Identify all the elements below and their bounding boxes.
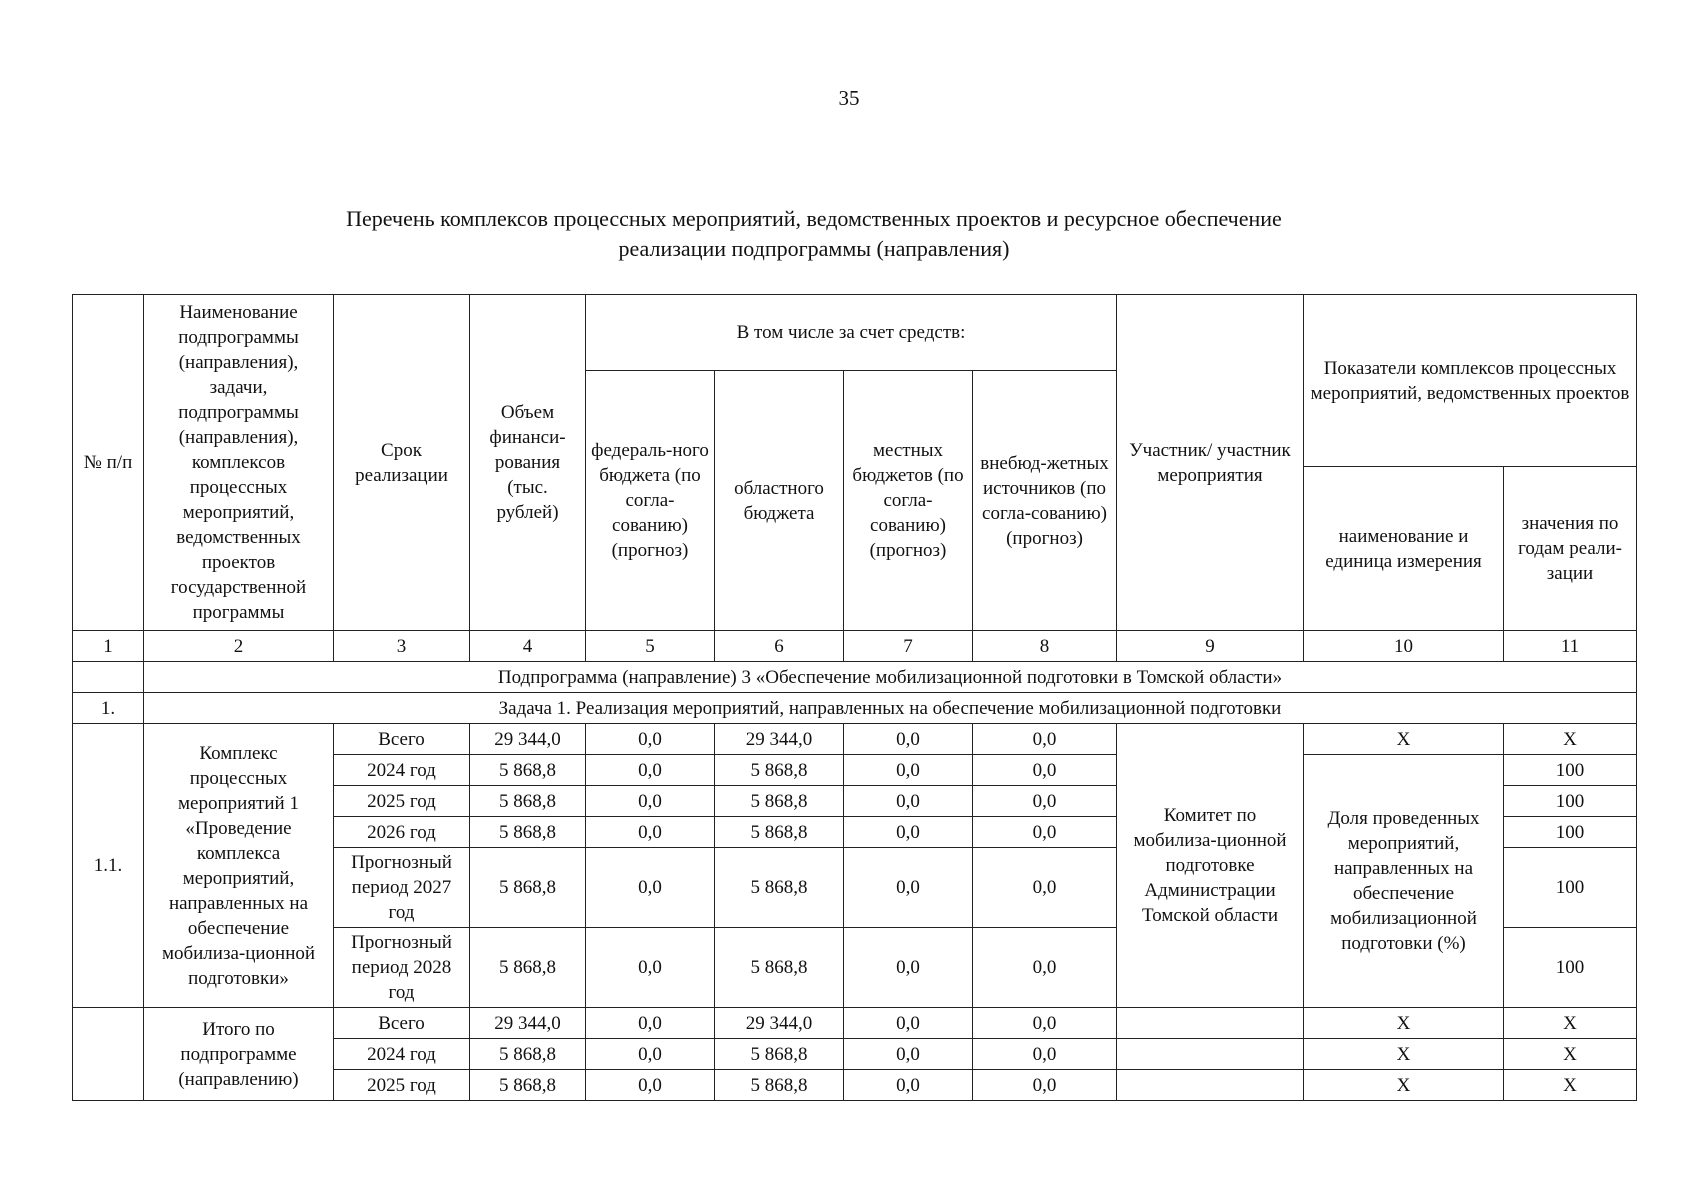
regional-cell: 5 868,8 xyxy=(715,755,844,786)
local-cell: 0,0 xyxy=(844,1070,973,1101)
extra-budget-cell: 0,0 xyxy=(973,786,1117,817)
federal-cell: 0,0 xyxy=(586,1070,715,1101)
page-number: 35 xyxy=(838,86,860,110)
participant-cell xyxy=(1117,1039,1304,1070)
indicator-value-cell: 100 xyxy=(1504,755,1637,786)
local-cell: 0,0 xyxy=(844,786,973,817)
indicator-name-cell: Х xyxy=(1304,724,1504,755)
header-sources-group: В том числе за счет средств: xyxy=(586,295,1117,371)
column-number: 7 xyxy=(844,631,973,662)
period-cell: 2025 год xyxy=(334,786,470,817)
header-participant: Участник/ участник мероприятия xyxy=(1117,295,1304,631)
local-cell: 0,0 xyxy=(844,724,973,755)
period-cell: 2026 год xyxy=(334,817,470,848)
regional-cell: 5 868,8 xyxy=(715,817,844,848)
column-number: 5 xyxy=(586,631,715,662)
federal-cell: 0,0 xyxy=(586,1008,715,1039)
period-cell: Прогнозный период 2028 год xyxy=(334,928,470,1008)
header-indicator-values: значения по годам реали-зации xyxy=(1504,467,1637,631)
complex-name: Комплекс процессных мероприятий 1 «Проведение комплекса мероприятий, направленных на обеспечение мобилиза-ционной подготовки» xyxy=(144,724,334,1008)
header-row-1 xyxy=(73,295,1637,371)
period-cell: Всего xyxy=(334,724,470,755)
extra-budget-cell: 0,0 xyxy=(973,724,1117,755)
total-cell: 5 868,8 xyxy=(470,1070,586,1101)
indicator-value-cell: 100 xyxy=(1504,786,1637,817)
column-number: 11 xyxy=(1504,631,1637,662)
indicator-value-cell: 100 xyxy=(1504,928,1637,1008)
period-cell: 2024 год xyxy=(334,755,470,786)
local-cell: 0,0 xyxy=(844,755,973,786)
indicator-value-cell: 100 xyxy=(1504,817,1637,848)
participant-cell: Комитет по мобилиза-ционной подготовке Администрации Томской области xyxy=(1117,724,1304,1008)
column-number: 9 xyxy=(1117,631,1304,662)
total-cell: 5 868,8 xyxy=(470,928,586,1008)
federal-cell: 0,0 xyxy=(586,848,715,928)
period-cell: Прогнозный период 2027 год xyxy=(334,848,470,928)
column-number: 3 xyxy=(334,631,470,662)
extra-budget-cell: 0,0 xyxy=(973,928,1117,1008)
column-number: 8 xyxy=(973,631,1117,662)
header-indicators-group: Показатели комплексов процессных мероприятий, ведомственных проектов xyxy=(1304,295,1637,467)
indicator-name-cell: Х xyxy=(1304,1008,1504,1039)
task-title: Задача 1. Реализация мероприятий, направленных на обеспечение мобилизационной подготовки xyxy=(144,693,1637,724)
participant-cell xyxy=(1117,1070,1304,1101)
regional-cell: 5 868,8 xyxy=(715,928,844,1008)
complex-row-total xyxy=(73,724,1637,755)
empty-cell xyxy=(73,1008,144,1101)
total-cell: 5 868,8 xyxy=(470,817,586,848)
regional-cell: 5 868,8 xyxy=(715,1070,844,1101)
indicator-value-cell: Х xyxy=(1504,1039,1637,1070)
header-local: местных бюджетов (по согла-сованию) (прогноз) xyxy=(844,371,973,631)
total-cell: 29 344,0 xyxy=(470,724,586,755)
local-cell: 0,0 xyxy=(844,817,973,848)
title-line-2: реализации подпрограммы (направления) xyxy=(618,236,1010,261)
header-period: Срок реализации xyxy=(334,295,470,631)
financing-table xyxy=(72,294,1637,1101)
header-extra-budget: внебюд-жетных источников (по согла-сованию) (прогноз) xyxy=(973,371,1117,631)
regional-cell: 5 868,8 xyxy=(715,848,844,928)
column-number: 1 xyxy=(73,631,144,662)
total-cell: 29 344,0 xyxy=(470,1008,586,1039)
local-cell: 0,0 xyxy=(844,848,973,928)
federal-cell: 0,0 xyxy=(586,724,715,755)
task-number: 1. xyxy=(73,693,144,724)
total-cell: 5 868,8 xyxy=(470,848,586,928)
indicator-value-cell: Х xyxy=(1504,724,1637,755)
federal-cell: 0,0 xyxy=(586,786,715,817)
task-row xyxy=(73,693,1637,724)
regional-cell: 5 868,8 xyxy=(715,1039,844,1070)
column-number: 10 xyxy=(1304,631,1504,662)
document-title xyxy=(160,204,1468,264)
complex-number: 1.1. xyxy=(73,724,144,1008)
federal-cell: 0,0 xyxy=(586,1039,715,1070)
column-number: 6 xyxy=(715,631,844,662)
total-cell: 5 868,8 xyxy=(470,1039,586,1070)
indicator-name-cell: Х xyxy=(1304,1070,1504,1101)
subtotal-name: Итого по подпрограмме (направлению) xyxy=(144,1008,334,1101)
regional-cell: 29 344,0 xyxy=(715,724,844,755)
empty-cell xyxy=(73,662,144,693)
header-regional: областного бюджета xyxy=(715,371,844,631)
period-cell: 2024 год xyxy=(334,1039,470,1070)
extra-budget-cell: 0,0 xyxy=(973,1070,1117,1101)
extra-budget-cell: 0,0 xyxy=(973,848,1117,928)
regional-cell: 5 868,8 xyxy=(715,786,844,817)
title-line-1: Перечень комплексов процессных мероприятий, ведомственных проектов и ресурсное обеспечение xyxy=(346,206,1282,231)
header-indicator-name: наименование и единица измерения xyxy=(1304,467,1504,631)
local-cell: 0,0 xyxy=(844,1008,973,1039)
column-number: 4 xyxy=(470,631,586,662)
total-cell: 5 868,8 xyxy=(470,755,586,786)
indicator-name-cell: Доля проведенных мероприятий, направленных на обеспечение мобилизационной подготовки (%) xyxy=(1304,755,1504,1008)
header-num: № п/п xyxy=(73,295,144,631)
indicator-value-cell: 100 xyxy=(1504,848,1637,928)
column-numbers-row xyxy=(73,631,1637,662)
subprogram-row xyxy=(73,662,1637,693)
extra-budget-cell: 0,0 xyxy=(973,1008,1117,1039)
header-total-volume: Объем финанси-рования (тыс. рублей) xyxy=(470,295,586,631)
federal-cell: 0,0 xyxy=(586,755,715,786)
header-name: Наименование подпрограммы (направления), задачи, подпрограммы (направления), комплексов процессных мероприятий, ведомственных проектов государственной программы xyxy=(144,295,334,631)
participant-cell xyxy=(1117,1008,1304,1039)
indicator-value-cell: Х xyxy=(1504,1008,1637,1039)
subtotal-row-total xyxy=(73,1008,1637,1039)
period-cell: Всего xyxy=(334,1008,470,1039)
federal-cell: 0,0 xyxy=(586,817,715,848)
local-cell: 0,0 xyxy=(844,928,973,1008)
extra-budget-cell: 0,0 xyxy=(973,1039,1117,1070)
total-cell: 5 868,8 xyxy=(470,786,586,817)
extra-budget-cell: 0,0 xyxy=(973,755,1117,786)
extra-budget-cell: 0,0 xyxy=(973,817,1117,848)
header-federal: федераль-ного бюджета (по согла-сованию) (прогноз) xyxy=(586,371,715,631)
column-number: 2 xyxy=(144,631,334,662)
federal-cell: 0,0 xyxy=(586,928,715,1008)
regional-cell: 29 344,0 xyxy=(715,1008,844,1039)
indicator-value-cell: Х xyxy=(1504,1070,1637,1101)
indicator-name-cell: Х xyxy=(1304,1039,1504,1070)
local-cell: 0,0 xyxy=(844,1039,973,1070)
subprogram-title: Подпрограмма (направление) 3 «Обеспечение мобилизационной подготовки в Томской области» xyxy=(144,662,1637,693)
period-cell: 2025 год xyxy=(334,1070,470,1101)
